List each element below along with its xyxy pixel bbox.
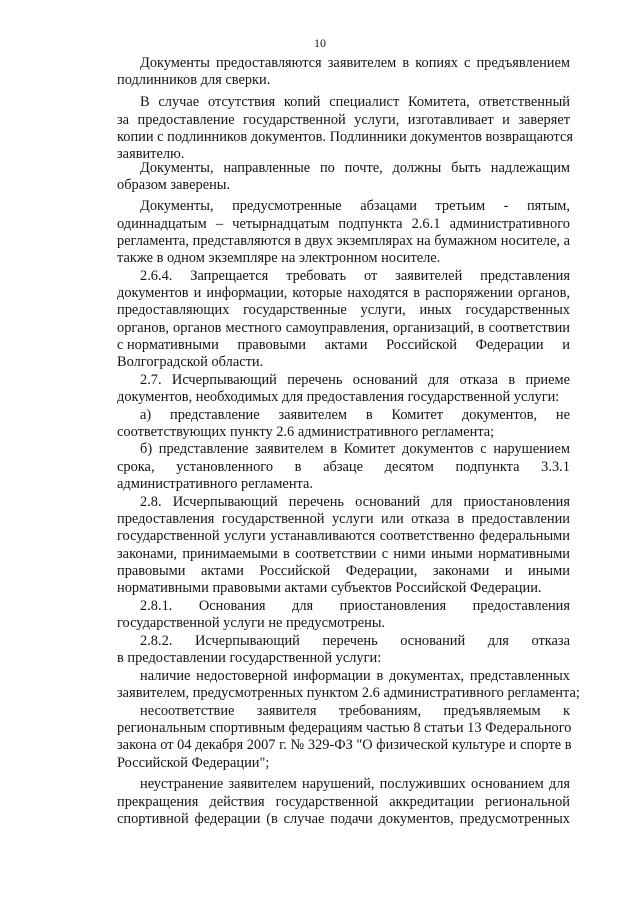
text-line: государственной услуги не предусмотрены.	[117, 615, 386, 631]
text-line: законами, принимаемыми в соответствии с ними иными нормативными	[117, 546, 570, 562]
text-word: 2.8.2.	[140, 633, 173, 649]
text-word: подпункта	[455, 459, 520, 475]
text-line: прекращения действия государственной аккредитации региональной	[117, 794, 570, 810]
text-line: нормативными правовыми актами субъектов Российской Федерации.	[117, 580, 542, 596]
text-line: органов, органов местного самоуправления, организаций, в соответствии	[117, 320, 570, 336]
text-word: десятом	[384, 459, 434, 475]
text-line	[140, 268, 570, 285]
text-word: приостановления	[339, 598, 447, 614]
text-word: документов,	[461, 407, 538, 423]
text-word: для	[292, 598, 314, 614]
text-line: В случае отсутствия копий специалист Комитета, ответственный	[140, 94, 570, 110]
text-line: копии с подлинников документов. Подлинники документов возвращаются	[117, 129, 573, 145]
text-word: Российской	[259, 563, 331, 579]
text-word: законами	[432, 563, 490, 579]
text-line	[117, 459, 570, 476]
text-word: иных	[419, 302, 452, 318]
text-word: с нормативными	[117, 337, 219, 353]
text-word: абзаце	[323, 459, 363, 475]
text-line: за предоставление государственной услуги, изготавливает и заверяет	[117, 112, 570, 128]
text-word: Российской	[386, 337, 458, 353]
text-word: иными	[528, 563, 570, 579]
text-word: Федерации,	[345, 563, 418, 579]
text-word: в	[365, 407, 373, 423]
text-line: Российской Федерации";	[117, 755, 270, 771]
text-line: заявителем, предусмотренных пунктом 2.6 административного регламента;	[117, 685, 580, 701]
text-word: актами	[200, 563, 244, 579]
text-line: закона от 04 декабря 2007 г. № 329-ФЗ "О физической культуре и спорте в	[117, 737, 572, 753]
text-word: заявителей	[395, 268, 463, 284]
text-word: Основания	[198, 598, 266, 614]
text-word: Запрещается	[190, 268, 269, 284]
text-word: предоставляющих	[117, 302, 230, 318]
text-word: 2.8.1.	[140, 598, 173, 614]
text-line: Волгоградской области.	[117, 354, 264, 370]
text-line: 2.7. Исчерпывающий перечень оснований для отказа в приеме	[140, 372, 570, 388]
text-line: документов, необходимых для предоставления государственной услуги:	[117, 389, 560, 405]
text-word: пятым,	[526, 198, 570, 214]
text-word: к	[562, 703, 570, 719]
text-word: оснований	[400, 633, 466, 649]
text-word: правовыми	[237, 337, 306, 353]
text-line: предоставления государственной услуги или отказа в предоставлении	[117, 511, 570, 527]
text-line	[140, 633, 570, 650]
text-word: Комитет	[391, 407, 444, 423]
text-word: Документы,	[140, 198, 214, 214]
text-line: региональным спортивным федерациям частью 8 статьи 13 Федерального	[117, 720, 572, 736]
text-word: предъявляемым	[443, 703, 541, 719]
text-word: и	[562, 337, 570, 353]
text-word: требованиям,	[338, 703, 422, 719]
text-word: 3.3.1	[541, 459, 570, 475]
text-word: несоответствие	[140, 703, 235, 719]
text-word: заявителя	[256, 703, 317, 719]
text-line: соответствующих пункту 2.6 административного регламента;	[117, 424, 495, 440]
text-line	[140, 703, 570, 720]
text-word: государственные	[243, 302, 347, 318]
text-word: не	[555, 407, 570, 423]
text-line: в предоставлении государственной услуги:	[117, 650, 382, 666]
text-line	[117, 563, 570, 580]
text-line: документов и информации, которые находятся в распоряжении органов,	[117, 285, 570, 301]
text-line: Документы предоставляются заявителем в копиях с предъявлением	[140, 55, 570, 71]
text-word: Исчерпывающий	[194, 633, 300, 649]
text-line: государственной услуги устанавливаются соответственно федеральными	[117, 528, 570, 544]
text-line: образом заверены.	[117, 177, 231, 193]
text-word: в	[294, 459, 302, 475]
text-line	[140, 598, 570, 615]
text-line: административного регламента.	[117, 476, 313, 492]
text-word: услуги,	[360, 302, 406, 318]
text-word: для	[487, 633, 509, 649]
text-line: б) представление заявителем в Комитет документов с нарушением	[140, 441, 570, 457]
text-word: представление	[170, 407, 260, 423]
text-word: актами	[324, 337, 368, 353]
text-line: заявителю.	[117, 146, 185, 162]
text-word: представления	[480, 268, 570, 284]
text-line: 2.8. Исчерпывающий перечень оснований для приостановления	[140, 494, 570, 510]
text-word: Федерации	[475, 337, 544, 353]
page-number: 10	[314, 36, 326, 50]
text-line: Документы, направленные по почте, должны быть надлежащим	[140, 160, 570, 176]
text-word: от	[364, 268, 378, 284]
text-line: спортивной федерации (в случае подачи документов, предусмотренных	[117, 811, 570, 827]
text-word: требовать	[286, 268, 347, 284]
text-line	[117, 302, 570, 319]
text-line: наличие недостоверной информации в документах, представленных	[140, 668, 570, 684]
text-line: регламента, представляются в двух экземплярах на бумажном носителе, а	[117, 233, 570, 249]
text-word: заявителем	[278, 407, 348, 423]
text-line	[117, 337, 570, 354]
text-line	[140, 407, 570, 424]
text-word: государственных	[465, 302, 570, 318]
text-word: 2.6.4.	[140, 268, 173, 284]
text-word: перечень	[322, 633, 378, 649]
text-word: третьим	[435, 198, 486, 214]
text-word: правовыми	[117, 563, 186, 579]
text-line: неустранение заявителем нарушений, послуживших основанием для	[140, 776, 570, 792]
text-word: срока,	[117, 459, 155, 475]
text-word: абзацами	[360, 198, 417, 214]
text-word: предоставления	[472, 598, 570, 614]
text-word: отказа	[531, 633, 570, 649]
text-line: также в одном экземпляре на электронном носителе.	[117, 250, 441, 266]
text-line: подлинников для сверки.	[117, 72, 271, 88]
text-line: одиннадцатым – четырнадцатым подпункта 2.6.1 административного	[117, 216, 570, 232]
text-word: установленного	[176, 459, 274, 475]
text-word: -	[503, 198, 509, 214]
text-word: и	[504, 563, 513, 579]
text-word: а)	[140, 407, 152, 423]
text-line	[140, 198, 570, 215]
text-word: предусмотренные	[232, 198, 342, 214]
